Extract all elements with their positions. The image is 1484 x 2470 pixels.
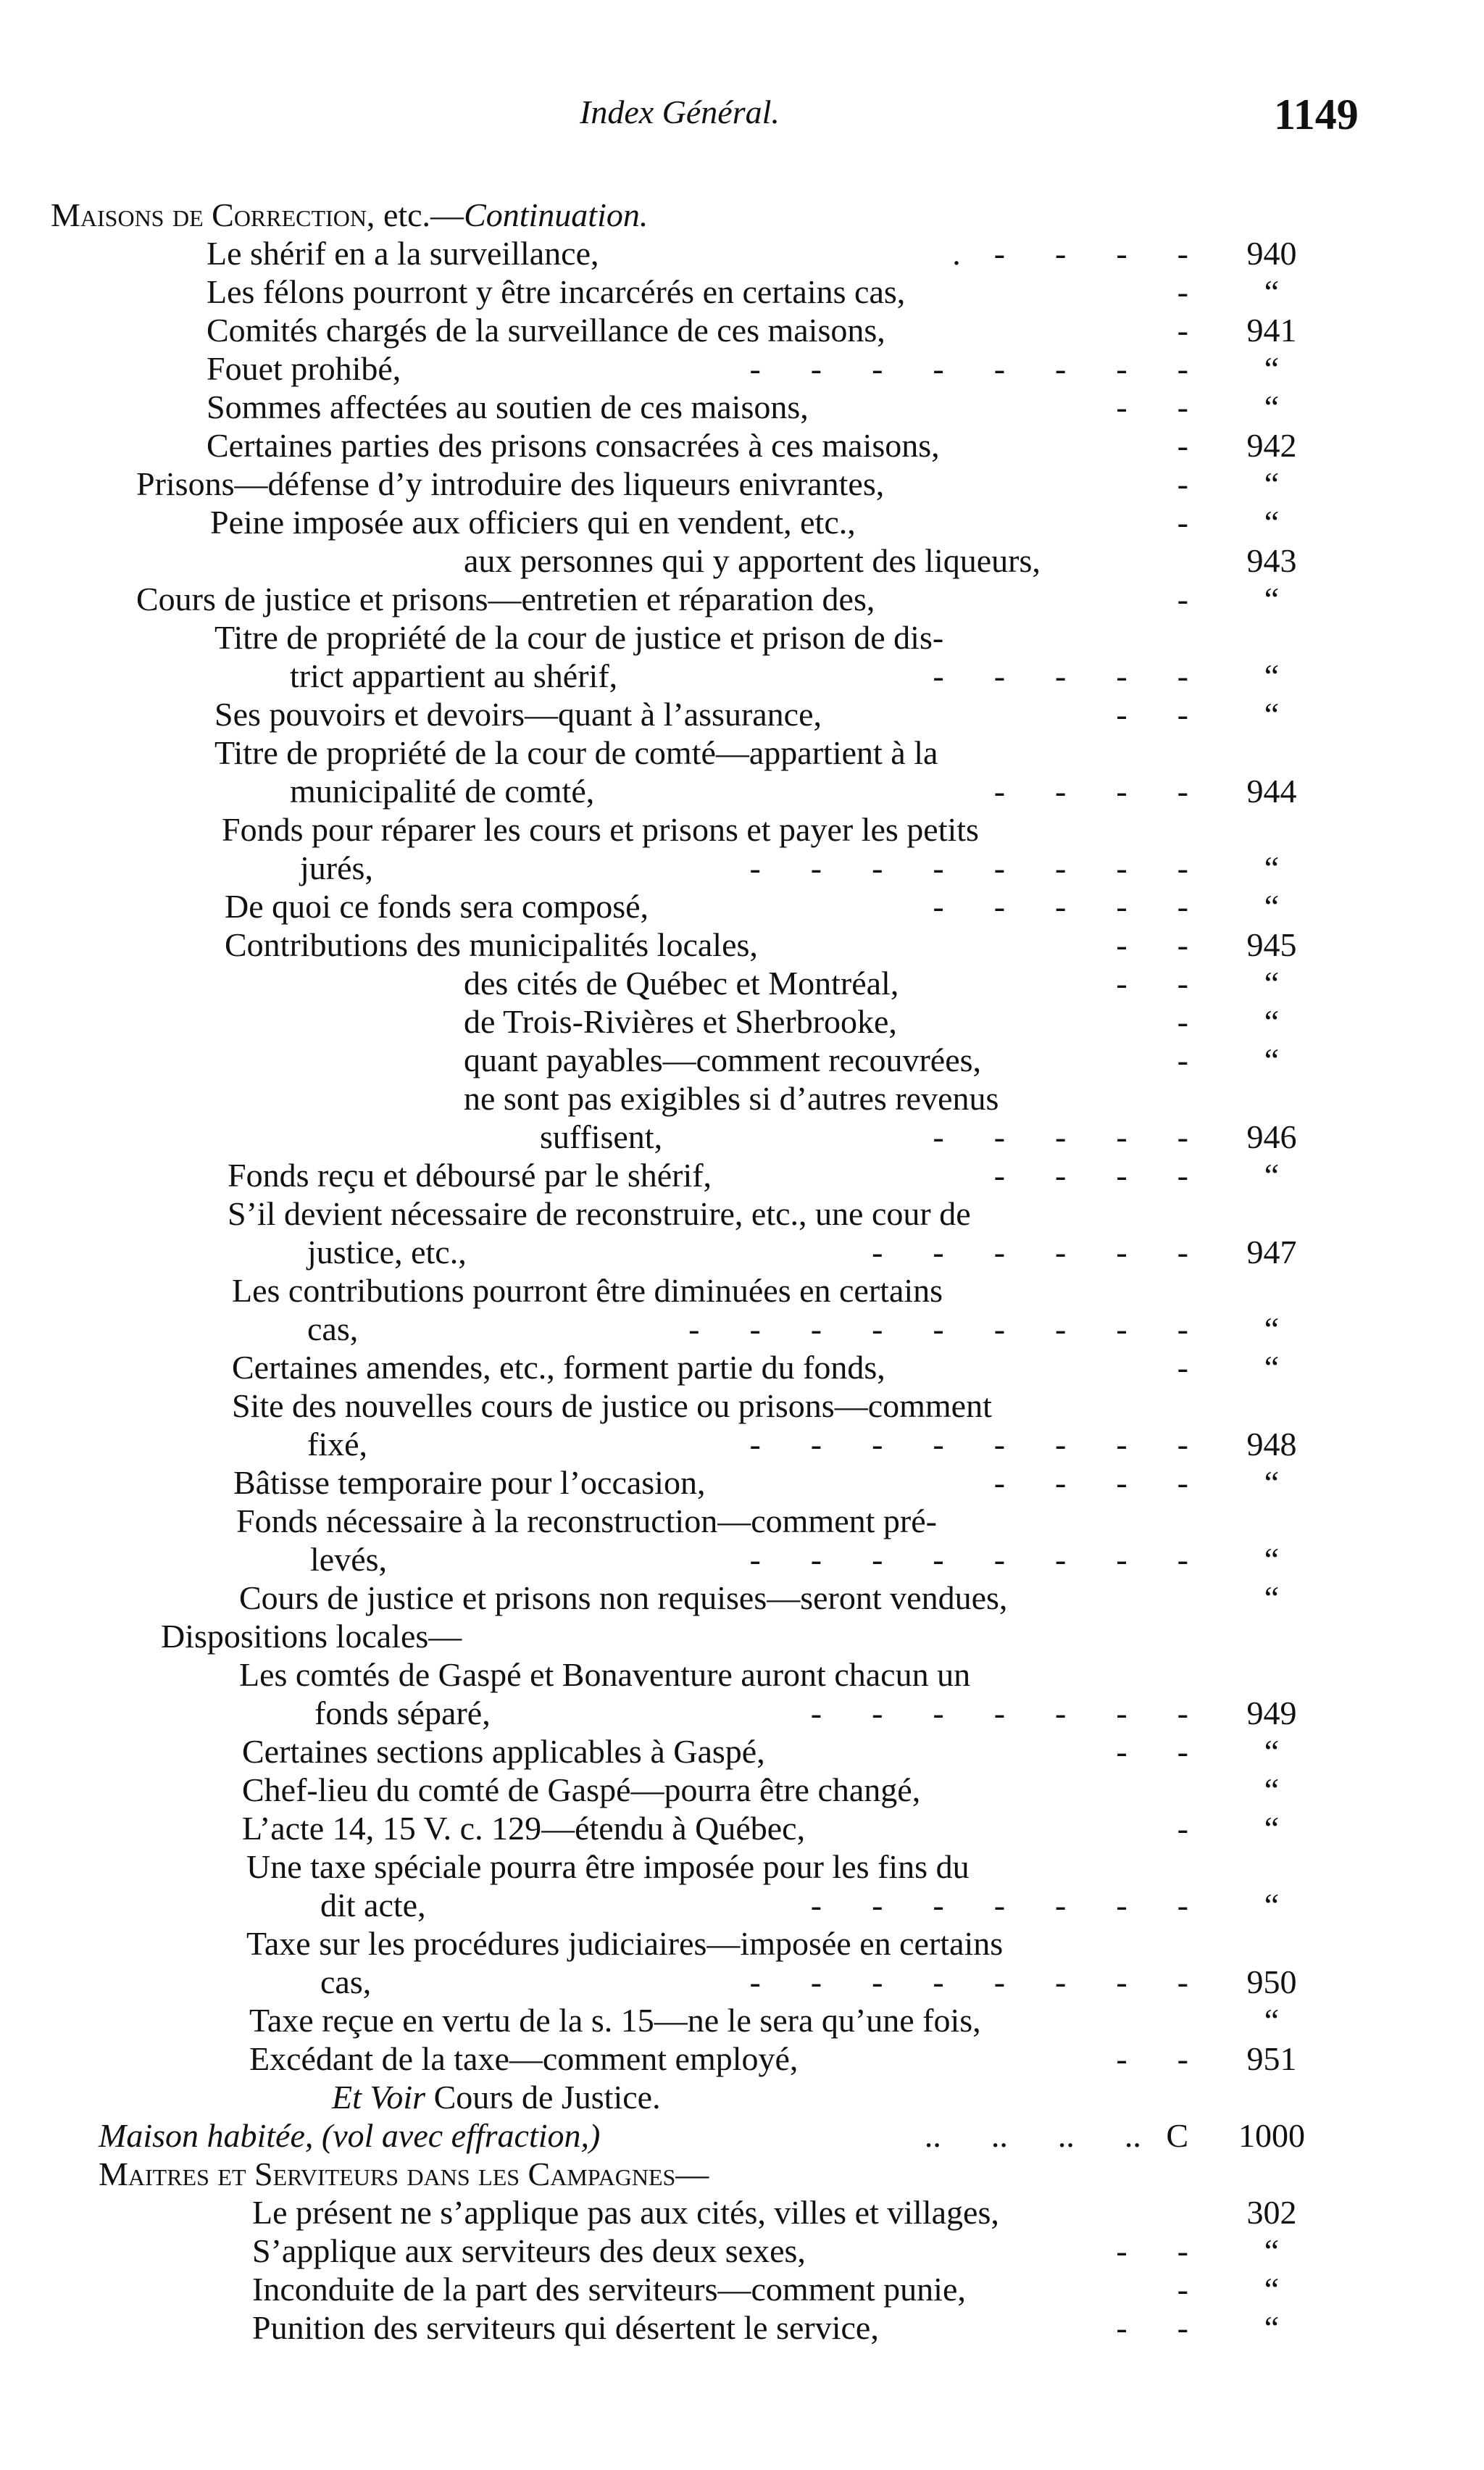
entry-leader: .. .. .. .. C	[924, 2117, 1188, 2154]
entry-leader: - - - - - - -	[810, 1887, 1188, 1924]
index-entry	[0, 1041, 1484, 1079]
entry-text	[242, 1771, 920, 1809]
entry-page-ref: “	[1264, 388, 1280, 425]
entry-label: Fouet prohibé,	[207, 350, 401, 387]
entry-label: Le présent ne s’applique pas aux cités, villes et villages,	[252, 2194, 999, 2231]
entry-page-ref: “	[1264, 581, 1280, 618]
entry-text	[214, 733, 938, 772]
index-entry	[0, 1002, 1484, 1041]
index-entry	[0, 2232, 1484, 2270]
entry-page-ref: 946	[1246, 1118, 1297, 1155]
entry-leader: -	[1177, 312, 1188, 349]
entry-text	[228, 1156, 712, 1194]
page-title: Index Général.	[580, 93, 780, 130]
entry-leader: - -	[1116, 1733, 1188, 1770]
entry-leader: - -	[1116, 696, 1188, 733]
entry-label: Site des nouvelles cours de justice ou prisons—comment	[232, 1387, 992, 1424]
entry-text	[307, 1310, 358, 1348]
entry-label: Chef-lieu du comté de Gaspé—pourra être changé,	[242, 1771, 921, 1808]
entry-page-ref: 949	[1246, 1695, 1297, 1731]
index-entry	[0, 196, 1484, 234]
entry-leader: - -	[1116, 2232, 1188, 2269]
entry-leader: - - - - -	[933, 1118, 1188, 1155]
entry-leader: - - - - - - - -	[749, 849, 1188, 886]
entry-label: levés,	[310, 1541, 388, 1578]
entry-page-ref: 948	[1246, 1426, 1297, 1463]
entry-label: Comités chargés de la surveillance de ces maisons,	[207, 312, 885, 349]
entry-leader: -	[1177, 1003, 1188, 1040]
entry-label: Bâtisse temporaire pour l’occasion,	[233, 1464, 706, 1501]
entry-italic: Et Voir	[332, 2079, 426, 2116]
index-entry	[0, 1540, 1484, 1579]
entry-text	[233, 1463, 705, 1502]
index-entry	[0, 2270, 1484, 2308]
entry-page-ref: 1000	[1238, 2117, 1305, 2154]
entry-text	[290, 657, 617, 695]
entry-leader: - - - - - - - -	[749, 1426, 1188, 1463]
entry-leader: - - - - - - - -	[749, 1541, 1188, 1578]
entry-page-ref: 942	[1246, 427, 1297, 464]
entry-text	[246, 1924, 1003, 1963]
entry-label: Inconduite de la part des serviteurs—comment punie,	[252, 2271, 966, 2308]
entry-label: De quoi ce fonds sera composé,	[225, 888, 649, 925]
entry-leader: -	[1177, 427, 1188, 464]
entry-text	[99, 2116, 600, 2155]
index-entry	[0, 1271, 1484, 1310]
entry-leader: - - - - - - - -	[749, 350, 1188, 387]
entry-page-ref: 943	[1246, 542, 1297, 579]
entry-leader: - - - -	[993, 1464, 1188, 1501]
index-entry	[0, 1386, 1484, 1425]
entry-page-ref: “	[1264, 849, 1280, 886]
entry-leader: - - - - - - - - -	[688, 1310, 1188, 1347]
entry-heading: Maitres et Serviteurs dans les Campagnes—	[99, 2155, 709, 2192]
entry-text	[232, 1271, 943, 1310]
entry-leader: . - - - -	[952, 235, 1188, 272]
entry-label: quant payables—comment recouvrées,	[464, 1041, 982, 1078]
index-entry	[0, 1425, 1484, 1463]
entry-leader: - -	[1116, 2040, 1188, 2077]
entry-page-ref: “	[1264, 1310, 1280, 1347]
entry-leader: - -	[1116, 2309, 1188, 2346]
entry-label: ne sont pas exigibles si d’autres revenus	[464, 1080, 999, 1117]
index-entry	[0, 1079, 1484, 1118]
entry-leader: -	[1177, 504, 1188, 541]
entry-label: aux personnes qui y apportent des liqueurs,	[464, 542, 1041, 579]
entry-text	[236, 1502, 937, 1540]
index-entry	[0, 1156, 1484, 1194]
entry-text	[314, 1694, 491, 1732]
index-entry	[0, 2001, 1484, 2039]
entry-text	[99, 2155, 709, 2193]
index-entry	[0, 1617, 1484, 1655]
entry-leader: - - - -	[993, 773, 1188, 810]
entry-label: Cours de justice et prisons—entretien et réparation des,	[136, 581, 875, 618]
entry-text	[310, 1540, 387, 1579]
entry-label: S’applique aux serviteurs des deux sexes,	[252, 2232, 806, 2269]
entry-label: S’il devient nécessaire de reconstruire, etc., une cour de	[228, 1195, 971, 1232]
entry-label: Sommes affectées au soutien de ces maisons,	[207, 388, 809, 425]
entry-leader: - -	[1116, 926, 1188, 963]
entry-label: Cours de justice et prisons non requises—seront vendues,	[239, 1579, 1008, 1616]
entry-page-ref: “	[1264, 504, 1280, 541]
entry-text	[464, 541, 1041, 580]
entry-page-ref: 940	[1246, 235, 1297, 272]
entry-page-ref: “	[1264, 2271, 1280, 2308]
entry-label: Fonds pour réparer les cours et prisons et payer les petits	[222, 811, 979, 848]
entry-label: Fonds nécessaire à la reconstruction—comment pré-	[236, 1502, 937, 1539]
index-entry	[0, 465, 1484, 503]
index-entry	[0, 388, 1484, 426]
index-entry	[0, 1886, 1484, 1924]
entry-label: fonds séparé,	[314, 1695, 491, 1731]
entry-label: suffisent,	[540, 1118, 663, 1155]
index-entry	[0, 849, 1484, 887]
entry-text	[222, 810, 979, 849]
entry-text	[249, 2001, 981, 2039]
entry-text	[228, 1194, 971, 1233]
index-entry	[0, 273, 1484, 311]
entry-label: Peine imposée aux officiers qui en vendent, etc.,	[210, 504, 856, 541]
index-entry	[0, 234, 1484, 273]
entry-text	[307, 1425, 367, 1463]
entry-label: Fonds reçu et déboursé par le shérif,	[228, 1157, 712, 1194]
entry-label: Prisons—défense d’y introduire des liqueurs enivrantes,	[136, 465, 885, 502]
entry-text	[252, 2193, 999, 2232]
entry-text	[464, 1079, 999, 1118]
entry-label: Les félons pourront y être incarcérés en certains cas,	[207, 273, 906, 310]
index-entry	[0, 1655, 1484, 1694]
index-entry	[0, 2193, 1484, 2232]
entry-text	[161, 1617, 462, 1655]
entry-page-ref: 302	[1246, 2194, 1297, 2231]
entry-label: Titre de propriété de la cour de justice et prison de dis-	[214, 619, 944, 656]
index-entry	[0, 426, 1484, 465]
entry-text	[300, 849, 373, 887]
entry-label: Taxe reçue en vertu de la s. 15—ne le sera qu’une fois,	[249, 2002, 981, 2039]
index-entry	[0, 1771, 1484, 1809]
entry-page-ref: “	[1264, 888, 1280, 925]
entry-label: Ses pouvoirs et devoirs—quant à l’assurance,	[214, 696, 822, 733]
page-number: 1149	[1274, 91, 1359, 138]
entry-page-ref: “	[1264, 1349, 1280, 1386]
entry-text	[540, 1118, 662, 1156]
entry-label: Certaines parties des prisons consacrées à ces maisons,	[207, 427, 940, 464]
entry-leader: -	[1177, 1349, 1188, 1386]
entry-text	[320, 1886, 426, 1924]
entry-leader: -	[1177, 1810, 1188, 1847]
entry-page-ref: “	[1264, 2002, 1280, 2039]
index-entry	[0, 1924, 1484, 1963]
entry-label: Excédant de la taxe—comment employé,	[249, 2040, 799, 2077]
entry-label: justice, etc.,	[307, 1234, 467, 1271]
entry-text	[239, 1655, 970, 1694]
entry-italic-heading: Maison habitée, (vol avec effraction,)	[99, 2117, 601, 2154]
entry-page-ref: 950	[1246, 1963, 1297, 2000]
entry-label: cas,	[307, 1310, 359, 1347]
index-entry	[0, 1694, 1484, 1732]
entry-leader: -	[1177, 465, 1188, 502]
entry-text	[225, 887, 649, 926]
index-entry	[0, 1847, 1484, 1886]
entry-page-ref: “	[1264, 1157, 1280, 1194]
entry-page-ref: “	[1264, 2232, 1280, 2269]
index-entry	[0, 1963, 1484, 2001]
entry-text	[239, 1579, 1007, 1617]
entry-italic: Continuation.	[464, 196, 649, 233]
index-entry	[0, 733, 1484, 772]
index-entry	[0, 2116, 1484, 2155]
entry-page-ref: “	[1264, 350, 1280, 387]
index-entry	[0, 1194, 1484, 1233]
entry-label: municipalité de comté,	[290, 773, 595, 810]
entry-page-ref: “	[1264, 1733, 1280, 1770]
index-entry	[0, 1348, 1484, 1386]
entry-leader: - -	[1116, 965, 1188, 1002]
entry-leader: -	[1177, 1041, 1188, 1078]
entry-label: Une taxe spéciale pourra être imposée pour les fins du	[246, 1848, 970, 1885]
entry-label: fixé,	[307, 1426, 368, 1463]
entry-label: Contributions des municipalités locales,	[225, 926, 758, 963]
entry-label: Les contributions pourront être diminuées en certains	[232, 1272, 943, 1309]
entry-page-ref: “	[1264, 1003, 1280, 1040]
index-entry	[0, 964, 1484, 1002]
entry-text	[207, 234, 599, 273]
index-entry	[0, 349, 1484, 388]
entry-text	[290, 772, 594, 810]
index-entry	[0, 2078, 1484, 2116]
entry-text	[320, 1963, 371, 2001]
entry-leader: - - - - - -	[872, 1234, 1188, 1271]
index-entry	[0, 1732, 1484, 1771]
entry-page-ref: “	[1264, 1579, 1280, 1616]
entry-leader: - - - - - - -	[810, 1695, 1188, 1731]
entry-page-ref: “	[1264, 965, 1280, 1002]
entry-label: Le shérif en a la surveillance,	[207, 235, 599, 272]
entry-page-ref: 951	[1246, 2040, 1297, 2077]
entry-heading: Maisons de Correction,	[51, 196, 375, 233]
index-entry	[0, 580, 1484, 618]
index-entry	[0, 2308, 1484, 2347]
index-entry	[0, 695, 1484, 733]
entry-page-ref: “	[1264, 465, 1280, 502]
index-entry	[0, 1809, 1484, 1847]
entry-text	[232, 1386, 992, 1425]
index-entry	[0, 1463, 1484, 1502]
entry-text	[214, 618, 943, 657]
index-entry	[0, 1310, 1484, 1348]
index-entry	[0, 1502, 1484, 1540]
entry-label: Certaines amendes, etc., forment partie du fonds,	[232, 1349, 885, 1386]
index-entry	[0, 1118, 1484, 1156]
entry-page-ref: 947	[1246, 1234, 1297, 1271]
entry-label: L’acte 14, 15 V. c. 129—étendu à Québec,	[242, 1810, 806, 1847]
entry-text	[246, 1847, 970, 1886]
entry-label: Les comtés de Gaspé et Bonaventure auront chacun un	[239, 1656, 971, 1693]
entry-page-ref: “	[1264, 657, 1280, 694]
index-entry	[0, 772, 1484, 810]
entry-label: Dispositions locales—	[161, 1618, 462, 1655]
entry-label: Cours de Justice.	[425, 2079, 661, 2116]
entry-label: cas,	[320, 1963, 372, 2000]
entry-label: jurés,	[300, 849, 373, 886]
entry-page-ref: “	[1264, 1541, 1280, 1578]
entry-leader: - - - - - - - -	[749, 1963, 1188, 2000]
entry-label: dit acte,	[320, 1887, 426, 1924]
entry-text	[332, 2078, 661, 2116]
entry-text	[307, 1233, 467, 1271]
entry-page-ref: “	[1264, 696, 1280, 733]
entry-leader: - - - -	[993, 1157, 1188, 1194]
index-entry	[0, 503, 1484, 541]
entry-label: Punition des serviteurs qui désertent le service,	[252, 2309, 879, 2346]
entry-leader: -	[1177, 2271, 1188, 2308]
entry-page-ref: “	[1264, 1887, 1280, 1924]
index-entry	[0, 311, 1484, 349]
entry-page-ref: 941	[1246, 312, 1297, 349]
entry-leader: -	[1177, 273, 1188, 310]
index-entry	[0, 541, 1484, 580]
entry-label: Certaines sections applicables à Gaspé,	[242, 1733, 765, 1770]
entry-label: de Trois-Rivières et Sherbrooke,	[464, 1003, 897, 1040]
entry-label: trict appartient au shérif,	[290, 657, 618, 694]
entry-page-ref: “	[1264, 1464, 1280, 1501]
entry-leader: - - - - -	[933, 888, 1188, 925]
entry-page-ref: “	[1264, 2309, 1280, 2346]
entry-page-ref: “	[1264, 273, 1280, 310]
entry-page-ref: 945	[1246, 926, 1297, 963]
entry-page-ref: “	[1264, 1041, 1280, 1078]
entry-text	[207, 349, 401, 388]
entry-leader: - - - - -	[933, 657, 1188, 694]
index-entry	[0, 887, 1484, 926]
index-entries	[0, 196, 1484, 2347]
entry-label: etc.—	[375, 196, 464, 233]
entry-leader: -	[1177, 581, 1188, 618]
entry-page-ref: “	[1264, 1771, 1280, 1808]
index-entry	[0, 1233, 1484, 1271]
index-entry	[0, 926, 1484, 964]
index-entry	[0, 1579, 1484, 1617]
entry-leader: - -	[1116, 388, 1188, 425]
entry-page-ref: 944	[1246, 773, 1297, 810]
index-entry	[0, 810, 1484, 849]
entry-label: Titre de propriété de la cour de comté—appartient à la	[214, 734, 938, 771]
index-entry	[0, 618, 1484, 657]
index-entry	[0, 2155, 1484, 2193]
index-entry	[0, 2039, 1484, 2078]
entry-text	[51, 196, 648, 234]
entry-page-ref: “	[1264, 1810, 1280, 1847]
index-entry	[0, 657, 1484, 695]
entry-label: Taxe sur les procédures judiciaires—imposée en certains	[246, 1925, 1004, 1962]
entry-label: des cités de Québec et Montréal,	[464, 965, 899, 1002]
